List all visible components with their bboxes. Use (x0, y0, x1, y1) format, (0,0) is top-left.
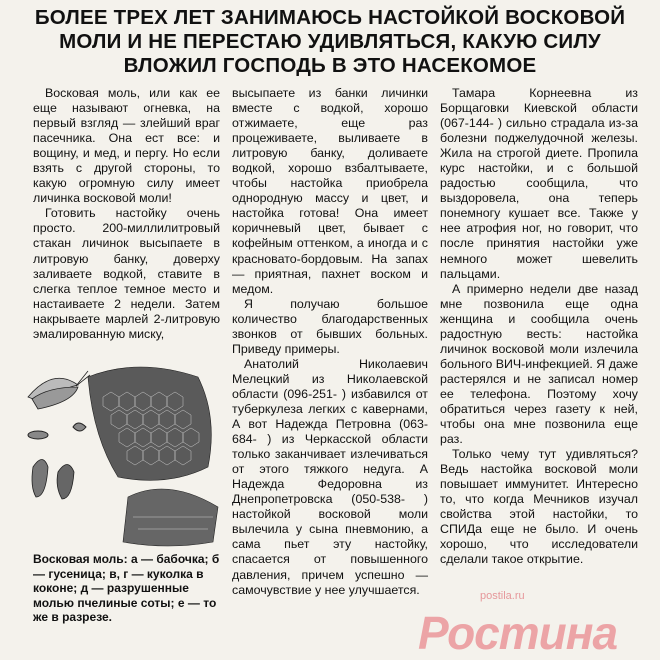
paragraph: Восковая моль, или как ее еще называют огневка, на первый взгляд — злейший враг пасечника. Она ест все: и вощину, и мед, и пергу. Но если взять с другой стороны, то какую огромную силу имеет личинка восковой моли! (33, 86, 220, 206)
paragraph: Тамара Корнеевна из Борщаговки Киевской области (067-144- ) сильно страдала из-за болезни поджелудочной железы. Жила на строгой диете. Пропила курс настойки, и с большой радостью сообщила, что выздоровела, она теперь понемногу кушает все. Также у нее атрофия ног, но говорит, что после принятия настойки уже немного может шевелить пальцами. (440, 86, 638, 281)
paragraph: Готовить настойку очень просто. 200-миллилитровый стакан личинок высыпаете в литровую банку, доверху заливаете водкой, ставите в слегка теплое темное место и настаиваете 2 недели. Затем накрываете марлей 2-литровую эмалированную миску, (33, 206, 220, 341)
headline: БОЛЕЕ ТРЕХ ЛЕТ ЗАНИМАЮСЬ НАСТОЙКОЙ ВОСКОВОЙ МОЛИ И НЕ ПЕРЕСТАЮ УДИВЛЯТЬСЯ, КАКУЮ СИЛУ ВЛОЖИЛ ГОСПОДЬ В ЭТО НАСЕКОМОЕ (34, 6, 626, 77)
cocoon-drawing (32, 460, 74, 500)
watermark-logo: Ростина (418, 607, 618, 659)
paragraph: Анатолий Николаевич Мелецкий из Николаевской области (096-251- ) избавился от туберкулеза легких с кавернами, А вот Надежда Петровна (063-684- ) из Черкасской области только заканчивает излечиваться от этого тяжкого недуга. А Надежда Федоровна из Днепропетровска (050-538- ) настойкой восковой моли вылечила у сына пневмонию, а сама пьет эту настойку, спасается от повышенного давления, причем успешно — самочувствие у нее улучшается. (232, 356, 428, 597)
article-column-2 (232, 86, 428, 598)
watermark-url: postila.ru (480, 590, 525, 602)
paragraph: А примерно недели две назад мне позвонила еще одна женщина и сообщила очень радостную весть: настойка личинок восковой моли излечила больного ВИЧ-инфекцией. Я даже растерялся и не записал номер ее телефона. Поэтому хочу обратиться через газету к ней, чтобы она мне позвонила еще раз. (440, 281, 638, 447)
paragraph: Только чему тут удивляться? Ведь настойка восковой моли повышает иммунитет. Интересно то, что когда Мечников изучал свойства этой настойки, то СПИДа еще не было. И очень хорошо, что исследователи сделали такое открытие. (440, 447, 638, 567)
paragraph: высыпаете из банки личинки вместе с водкой, хорошо отжимаете, еще раз процеживаете, выливаете в литровую банку, доливаете водкой, хорошо взбалтываете, чтобы настойка приобрела однородную массу и цвет, и настойка готова! Она имеет коричневый цвет, бывает с кофейным оттенком, а иногда и с красновато-бордовым. На запах — приятная, пахнет воском и медом. (232, 86, 428, 296)
illustration-caption: Восковая моль: а — бабочка; б — гусеница; в, г — куколка в коконе; д — разрушенные молью пчелиные соты; е — то же в разрезе. (33, 552, 220, 625)
caterpillar-drawing (28, 423, 86, 439)
article-column-3 (440, 86, 638, 568)
honeycomb-drawing (88, 367, 211, 480)
article-column-1 (33, 86, 220, 342)
honeycomb-section-drawing (123, 489, 218, 546)
moth-butterfly-drawing (28, 371, 90, 409)
wax-moth-illustration (18, 357, 225, 550)
paragraph: Я получаю большое количество благодарственных звонков от бывших больных. Приведу примеры. (232, 296, 428, 356)
